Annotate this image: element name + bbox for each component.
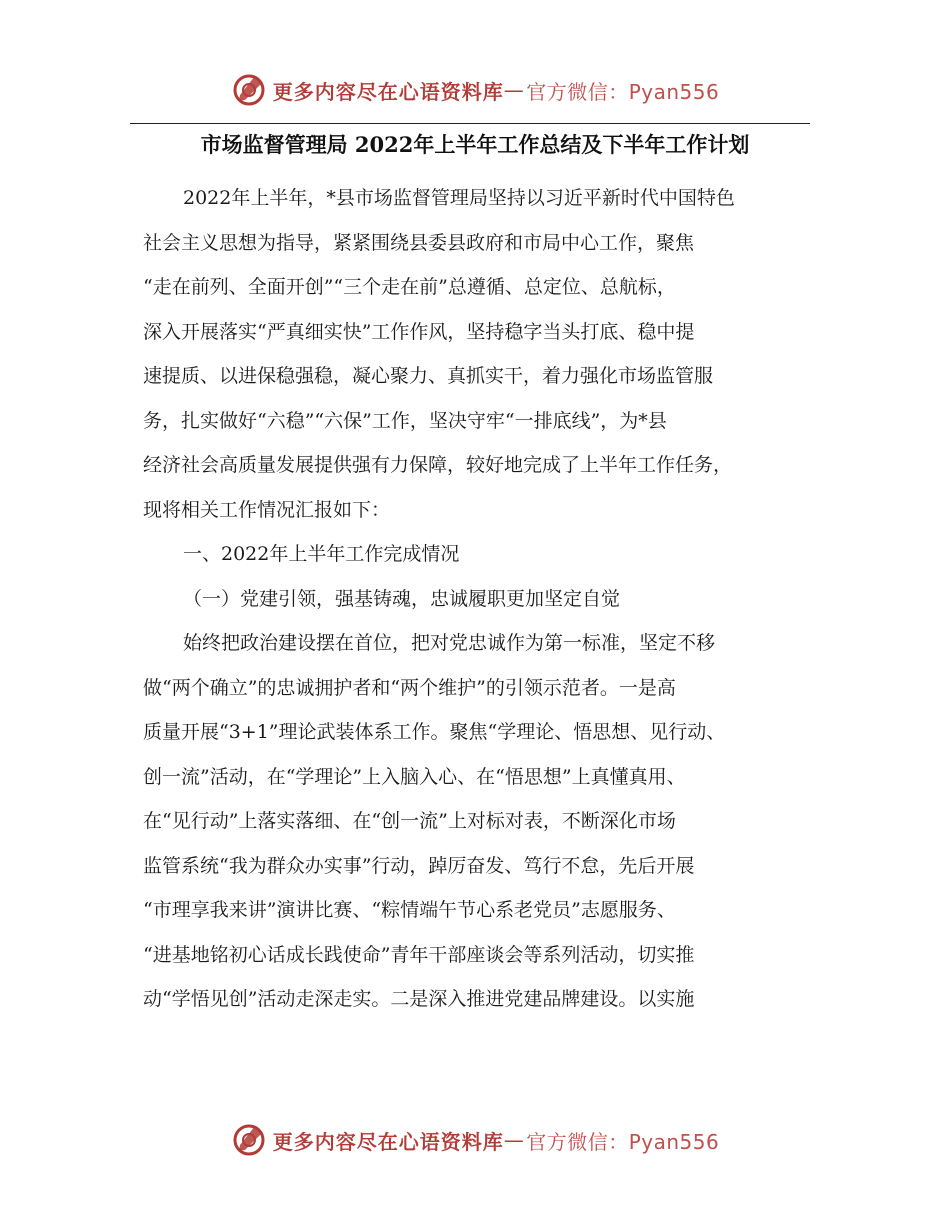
logo-icon	[231, 1122, 267, 1158]
header-banner	[0, 68, 950, 112]
body-line: 2022年上半年，*县市场监督管理局坚持以习近平新时代中国特色	[183, 187, 735, 209]
header-rule	[130, 123, 810, 124]
body-line: （一）党建引领，强基铸魂，忠诚履职更加坚定自觉	[183, 587, 621, 610]
body-line: 做“两个确立”的忠诚拥护者和“两个维护”的引领示范者。一是高	[143, 676, 676, 699]
body-line: 深入开展落实“严真细实快”工作作风，坚持稳字当头打底、稳中提	[143, 320, 695, 343]
body-line: 监管系统“我为群众办实事”行动，踔厉奋发、笃行不怠，先后开展	[143, 854, 695, 877]
document-body	[143, 176, 833, 1022]
body-line: 现将相关工作情况汇报如下：	[143, 498, 391, 521]
footer-banner	[0, 1118, 950, 1162]
banner-separator: —	[503, 1128, 525, 1152]
body-line: 社会主义思想为指导，紧紧围绕县委县政府和市局中心工作，聚焦	[143, 231, 695, 254]
document-title: 市场监督管理局 2022年上半年工作总结及下半年工作计划	[200, 132, 750, 157]
body-line: “市理享我来讲”演讲比赛、“粽情端午节心系老党员”志愿服务、	[143, 899, 676, 921]
logo-icon	[231, 72, 267, 108]
body-line: 动“学悟见创”活动走深走实。二是深入推进党建品牌建设。以实施	[143, 988, 695, 1010]
body-line: “进基地铭初心话成长践使命”青年干部座谈会等系列活动，切实推	[143, 943, 695, 966]
body-line: 在“见行动”上落实落细、在“创一流”上对标对表，不断深化市场	[143, 810, 676, 832]
body-line: 经济社会高质量发展提供强有力保障，较好地完成了上半年工作任务，	[143, 454, 733, 476]
body-line: “走在前列、全面开创”“三个走在前”总遵循、总定位、总航标，	[143, 276, 676, 298]
body-line: 质量开展“3+1”理论武装体系工作。聚焦“学理论、悟思想、见行动、	[143, 721, 726, 743]
body-line: 一、2022年上半年工作完成情况	[183, 543, 460, 565]
body-line: 始终把政治建设摆在首位，把对党忠诚作为第一标准，坚定不移	[183, 632, 716, 654]
banner-contact: 官方微信：Pyan556	[526, 1129, 720, 1154]
body-line: 务，扎实做好“六稳”“六保”工作，坚决守牢“一排底线”，为*县	[143, 409, 667, 432]
banner-contact: 官方微信：Pyan556	[526, 79, 720, 104]
body-line: 速提质、以进保稳强稳，凝心聚力、真抓实干，着力强化市场监管服	[143, 365, 714, 387]
banner-separator: —	[503, 78, 525, 102]
banner-brand: 更多内容尽在心语资料库	[272, 1129, 504, 1154]
banner-brand: 更多内容尽在心语资料库	[272, 79, 504, 104]
body-line: 创一流”活动，在“学理论”上入脑入心、在“悟思想”上真懂真用、	[143, 765, 686, 788]
